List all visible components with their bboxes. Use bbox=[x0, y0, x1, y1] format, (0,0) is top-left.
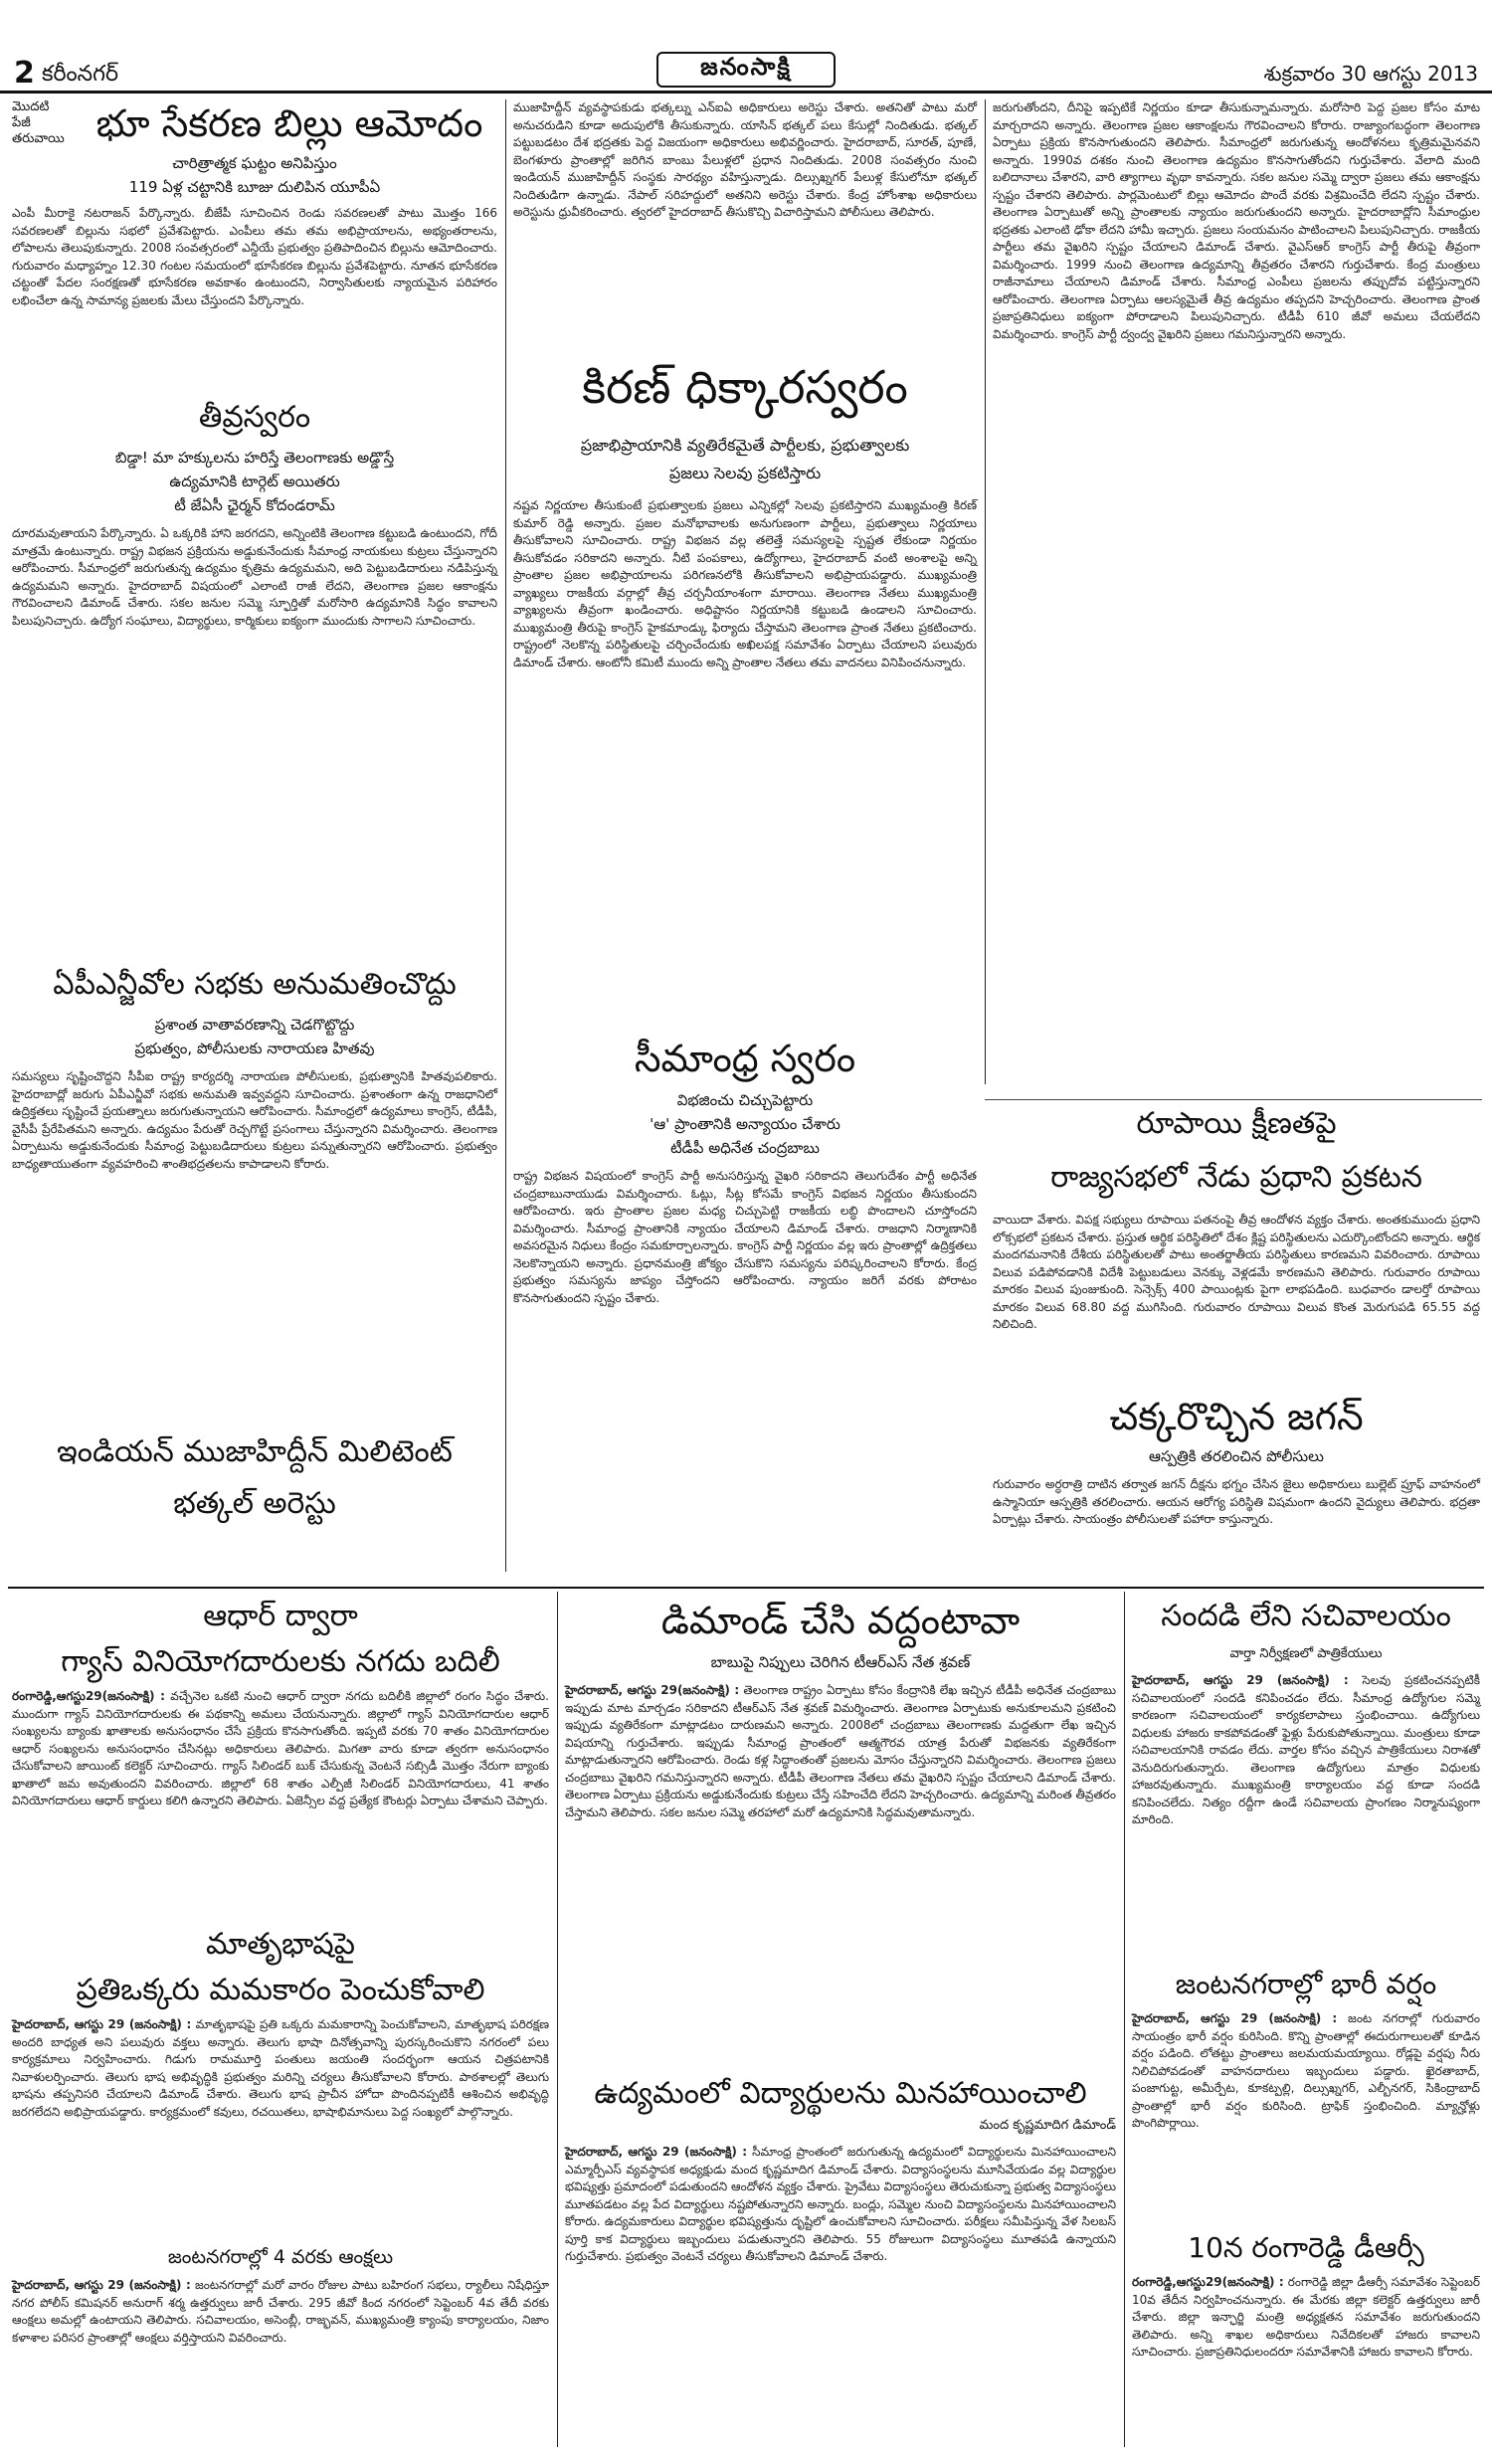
article-chandrababu bbox=[513, 1035, 977, 1572]
article-bhatkal-body bbox=[513, 99, 977, 336]
article-kodandaram bbox=[12, 398, 497, 940]
subheadline: ప్రభుత్వం, పోలీసులకు నారాయణ హితవు bbox=[134, 1040, 375, 1057]
section-divider bbox=[985, 1099, 1482, 1100]
subheadline: ప్రజాభిప్రాయానికి వ్యతిరేకమైతే పార్టీలకు, ప్రభుత్వాలకు bbox=[580, 436, 910, 455]
article-heavy-rain bbox=[1132, 1965, 1480, 2218]
article-trs-statement bbox=[993, 99, 1480, 1094]
headline: ప్రతిఒక్కరు మమకారం పెంచుకోవాలి bbox=[76, 1973, 485, 2007]
headline: భూ సేకరణ బిల్లు ఆమోదం bbox=[95, 101, 483, 145]
subheadline: వార్తా నిర్వీక్షణలో పాత్రికేయులు bbox=[1229, 1646, 1383, 1661]
dateline: హైదరాబాద్, ఆగస్టు 29 (జనంసాక్షి) : bbox=[565, 2145, 748, 2159]
dateline: రంగారెడ్డి,ఆగస్టు29(జనంసాక్షి) : bbox=[12, 1689, 165, 1703]
subheadline: 119 ఏళ్ల చట్టానికి బూజు దులిపిన యూపీఏ bbox=[128, 178, 381, 196]
dateline: హైదరాబాద్, ఆగస్టు 29 (జనంసాక్షి) : bbox=[1132, 2011, 1338, 2025]
article-body: సమస్యలు సృష్టించొద్దని సీపీఐ రాష్ట్ర కార్యదర్శి నారాయణ పోలీసులకు, ప్రభుత్వానికి హితవుపలికారు. హైదరాబాద్లో జరుగు ఏపీఎన్జీవో సభకు అనుమతి ఇవ్వవద్దని సూచించారు. ప్రశాంతంగా ఉన్న రాజధానిలో ఉద్రిక్తతలు సృష్టించే ప్రయత్నాలు జరుగుతున్నాయని ఆరోపించారు. సీమాంధ్రలో ఉద్యమాలు కాంగ్రెస్, టీడీపీ, వైసీపీ ప్రేరేపితమని అన్నారు. ఉద్యమం పేరుతో రెచ్చగొట్టే ప్రసంగాలు చేస్తున్నారని విమర్శించారు. తెలంగాణ ఏర్పాటును అడ్డుకునేందుకు సీమాంధ్ర పెట్టుబడిదారులు కుట్రలు పన్నుతున్నారని ఆరోపించారు. ప్రభుత్వం బాధ్యతాయుతంగా వ్యవహరించి శాంతిభద్రతలను కాపాడాలని కోరారు. bbox=[12, 1069, 497, 1171]
newspaper-logo: జనంసాక్షి bbox=[656, 52, 836, 88]
article-secretariat bbox=[1132, 1597, 1480, 1955]
dateline: హైదరాబాద్, ఆగస్టు 29(జనంసాక్షి) : bbox=[565, 1683, 740, 1697]
column-divider bbox=[1124, 1592, 1125, 2447]
dateline: హైదరాబాద్, ఆగస్టు 29 (జనంసాక్షి) : bbox=[1132, 1673, 1349, 1687]
article-kiran bbox=[513, 348, 977, 1005]
article-body: తెలంగాణ రాష్ట్రం ఏర్పాటు కోసం కేంద్రానికి లేఖ ఇచ్చిన టీడీపీ అధినేత చంద్రబాబు ఇప్పుడు మాట మార్చడం సరికాదని టీఆర్ఎస్ నేత శ్రవణ్ విమర్శించారు. తెలంగాణ ఏర్పాటుకు అనుకూలమని ప్రకటించి ఇప్పుడు వ్యతిరేకంగా మాట్లాడటం దారుణమని అన్నారు. 2008లో చంద్రబాబు తెలంగాణకు మద్దతుగా లేఖ ఇచ్చిన విషయాన్ని గుర్తుచేశారు. ఇప్పుడు సీమాంధ్ర ప్రాంతంలో ఆత్మగౌరవ యాత్ర పేరుతో విభజనకు వ్యతిరేకంగా మాట్లాడుతున్నారని ఆరోపించారు. రెండు కళ్ల సిద్ధాంతంతో ప్రజలను మోసం చేస్తున్నారని విమర్శించారు. తెలంగాణ ప్రజలు చంద్రబాబు వైఖరిని గమనిస్తున్నారని అన్నారు. టీడీపీ తెలంగాణ నేతలు తమ వైఖరిని స్పష్టం చేయాలని డిమాండ్ చేశారు. తెలంగాణ ఏర్పాటు ప్రక్రియను అడ్డుకునేందుకు కుట్రలు చేస్తే సహించేది లేదని హెచ్చరించారు. ఉద్యమాన్ని మరింత తీవ్రతరం చేస్తామని తెలిపారు. సకల జనుల సమ్మె తరహాలో మరో ఉద్యమానికి సిద్ధమవుతామన్నారు. bbox=[565, 1683, 1116, 1819]
article-body: గురువారం అర్ధరాత్రి దాటిన తర్వాత జగన్ దీక్షను భగ్నం చేసిన జైలు అధికారులు బుల్లెట్ ప్రూఫ్ వాహనంలో ఉస్మానియా ఆస్పత్రికి తరలించారు. ఆయన ఆరోగ్య పరిస్థితి విషమంగా ఉందని వైద్యులు తెలిపారు. భద్రతా ఏర్పాట్లు చేశారు. సాయంత్రం పోలీసులతో పహారా కాస్తున్నారు. bbox=[993, 1477, 1480, 1526]
dateline: రంగారెడ్డి,ఆగస్టు29(జనంసాక్షి) : bbox=[1132, 2275, 1284, 2289]
headline: 10న రంగారెడ్డి డీఆర్సీ bbox=[1188, 2231, 1424, 2264]
article-twin-city-restrictions bbox=[12, 2243, 549, 2447]
article-body: జంట నగరాల్లో గురువారం సాయంత్రం భారీ వర్షం కురిసింది. కొన్ని ప్రాంతాల్లో ఈదురుగాలులతో కూడిన వర్షం పడింది. లోతట్టు ప్రాంతాలు జలమయమయ్యాయి. రోడ్లపై వర్షపు నీరు నిలిచిపోవడంతో వాహనదారులు ఇబ్బందులు పడ్డారు. ఖైరతాబాద్, పంజాగుట్ట, అమీర్పేట, కూకట్పల్లి, దిల్సుఖ్నగర్, ఎల్బీనగర్, సికింద్రాబాద్ ప్రాంతాల్లో భారీ వర్షం కురిసింది. ట్రాఫిక్ స్తంభించింది. మ్యాన్హోళ్లు పొంగిపొర్లాయి. bbox=[1132, 2011, 1480, 2130]
subheadline: 'ఆ' ప్రాంతానికి అన్యాయం చేశారు bbox=[650, 1115, 840, 1133]
headline: డిమాండ్ చేసి వద్దంటావా bbox=[660, 1599, 1021, 1642]
headline: జంటనగరాల్లో భారీ వర్షం bbox=[1175, 1968, 1437, 2000]
article-body: రంగారెడ్డి జిల్లా డీఆర్సీ సమావేశం సెప్టెంబర్ 10వ తేదీన నిర్వహించనున్నారు. ఈ మేరకు జిల్లా కలెక్టర్ ఉత్తర్వులు జారీ చేశారు. జిల్లా ఇన్ఛార్జి మంత్రి అధ్యక్షతన సమావేశం జరుగుతుందని తెలిపారు. అన్ని శాఖల అధికారులు నివేదికలతో హాజరు కావాలని సూచించారు. ప్రజాప్రతినిధులందరూ సమావేశానికి హాజరు కావాలని కోరారు. bbox=[1132, 2275, 1480, 2359]
article-drc bbox=[1132, 2228, 1480, 2447]
column-divider bbox=[505, 99, 506, 1572]
column-divider bbox=[557, 1592, 558, 2447]
article-body: జరుగుతోందని, దీనిపై ఇప్పటికే నిర్ణయం కూడా తీసుకున్నామన్నారు. మరోసారి పెద్ద ప్రజల కోసం మాట మార్చరాదని అన్నారు. తెలంగాణ ప్రజల ఆకాంక్షలను గౌరవించాలని కోరారు. రాజ్యాంగబద్ధంగా తెలంగాణ ఏర్పాటు ప్రక్రియ కొనసాగుతుందని తెలిపారు. సీమాంధ్రలో జరుగుతున్న ఆందోళనలు కృత్రిమమైనవని అన్నారు. 1990వ దశకం నుంచి తెలంగాణ ఉద్యమం కొనసాగుతోందని గుర్తుచేశారు. వేలాది మంది బలిదానాలు చేశారని, వారి త్యాగాలు వృథా కావన్నారు. సకల జనుల సమ్మె ద్వారా ప్రజలు తమ ఆకాంక్షను స్పష్టం చేశారని తెలిపారు. పార్లమెంటులో బిల్లు ఆమోదం పొందే వరకు విశ్రమించేది లేదని స్పష్టం చేశారు. తెలంగాణ ఏర్పాటుతో అన్ని ప్రాంతాలకు న్యాయం జరుగుతుందని అన్నారు. హైదరాబాద్లోని సీమాంధ్రుల భద్రతకు ఎలాంటి ఢోకా లేదని హామీ ఇచ్చారు. ప్రజలు సంయమనం పాటించాలని పిలుపునిచ్చారు. రాజకీయ పార్టీలు తమ వైఖరిని స్పష్టం చేయాలని డిమాండ్ చేశారు. వైఎస్ఆర్ కాంగ్రెస్ పార్టీ తీరుపై తీవ్రంగా విమర్శించారు. 1999 నుంచి తెలంగాణ ఉద్యమాన్ని తీవ్రతరం చేశారని గుర్తుచేశారు. కేంద్ర మంత్రులు రాజీనామాలు చేయాలని డిమాండ్ చేశారు. సీమాంధ్ర ఎంపీలు ప్రజలను తప్పుదోవ పట్టిస్తున్నారని ఆరోపించారు. తెలంగాణ ఏర్పాటు ఆలస్యమైతే తీవ్ర ఉద్యమం తప్పదని హెచ్చరించారు. తెలంగాణ ప్రాంత ప్రజాప్రతినిధులు ఐక్యంగా పోరాడాలని పిలుపునిచ్చారు. టీడీపీ 610 జీవో అమలు చేయలేదని విమర్శించారు. కాంగ్రెస్ పార్టీ ద్వంద్వ వైఖరిని ప్రజలు గమనిస్తున్నారని అన్నారు. bbox=[993, 100, 1480, 341]
headline: చక్కరొచ్చిన జగన్ bbox=[1109, 1395, 1364, 1438]
subheadline: టీడీపీ అధినేత చంద్రబాబు bbox=[670, 1139, 820, 1157]
subheadline: ప్రశాంత వాతావరణాన్ని చెడగొట్టొద్దు bbox=[154, 1016, 355, 1034]
article-aadhaar-gas bbox=[12, 1597, 549, 1910]
article-jagan bbox=[993, 1393, 1480, 1572]
headline: గ్యాస్ వినియోగదారులకు నగదు బదిలీ bbox=[61, 1644, 500, 1679]
article-land-acquisition bbox=[12, 99, 497, 398]
headline: జంటనగరాల్లో 4 వరకు ఆంక్షలు bbox=[167, 2246, 394, 2268]
bottom-section-divider bbox=[8, 1587, 1484, 1589]
subheadline: ఆస్పత్రికి తరలించిన పోలీసులు bbox=[1149, 1447, 1324, 1465]
article-apngo bbox=[12, 965, 497, 1422]
subheadline: చారిత్రాత్మక ఘట్టం అనిపిస్తుం bbox=[172, 154, 337, 172]
headline: మాతృభాషపై bbox=[205, 1927, 356, 1962]
article-body: మాతృభాషపై ప్రతి ఒక్కరు మమకారాన్ని పెంచుకోవాలని, మాతృభాష పరిరక్షణ అందరి బాధ్యత అని పలువురు వక్తలు అన్నారు. తెలుగు భాషా దినోత్సవాన్ని పురస్కరించుకొని నగరంలో పలు కార్యక్రమాలు నిర్వహించారు. గిడుగు రామమూర్తి పంతులు జయంతి సందర్భంగా ఆయన చిత్రపటానికి నివాళులర్పించారు. తెలుగు భాష అభివృద్ధికి ప్రభుత్వం మరిన్ని చర్యలు తీసుకోవాలని కోరారు. పాఠశాలల్లో తెలుగు భాషను తప్పనిసరి చేయాలని డిమాండ్ చేశారు. తెలుగు భాష ప్రాచీన హోదా పొందినప్పటికీ ఆశించిన అభివృద్ధి జరగలేదని అభిప్రాయపడ్డారు. కార్యక్రమంలో కవులు, రచయితలు, భాషాభిమానులు పెద్ద సంఖ్యలో పాల్గొన్నారు. bbox=[12, 2017, 549, 2119]
headline: సందడి లేని సచివాలయం bbox=[1161, 1599, 1451, 1633]
headline: సీమాంధ్ర స్వరం bbox=[634, 1037, 856, 1080]
article-body: సీమాంధ్ర ప్రాంతంలో జరుగుతున్న ఉద్యమంలో విద్యార్థులను మినహాయించాలని ఎమ్మార్పీఎస్ వ్యవస్థాపక అధ్యక్షుడు మంద కృష్ణమాదిగ డిమాండ్ చేశారు. విద్యాసంస్థలను మూసివేయడం వల్ల విద్యార్థుల భవిష్యత్తు ప్రమాదంలో పడుతుందని ఆందోళన వ్యక్తం చేశారు. ప్రైవేటు విద్యాసంస్థలు తెరుచుకున్నా ప్రభుత్వ విద్యాసంస్థలు మూతపడటం వల్ల పేద విద్యార్థులు నష్టపోతున్నారని అన్నారు. బంద్లు, సమ్మెల నుంచి విద్యాసంస్థలను మినహాయించాలని కోరారు. ఉద్యమకారులు విద్యార్థుల భవిష్యత్తును దృష్టిలో ఉంచుకోవాలని సూచించారు. పరీక్షలు సమీపిస్తున్న వేళ సిలబస్ పూర్తి కాక విద్యార్థులు ఇబ్బందులు పడుతున్నారని తెలిపారు. 55 రోజులుగా విద్యాసంస్థలు మూతపడి ఉన్నాయని గుర్తుచేశారు. ప్రభుత్వం వెంటనే చర్యలు తీసుకోవాలని డిమాండ్ చేశారు. bbox=[565, 2145, 1117, 2263]
subheadline: టీ జేఏసీ ఛైర్మన్ కోదండరామ్ bbox=[174, 496, 335, 514]
article-students bbox=[565, 2074, 1116, 2447]
page-number: 2 bbox=[14, 56, 35, 91]
issue-date: శుక్రవారం 30 ఆగస్టు 2013 bbox=[1263, 62, 1478, 86]
article-sravan bbox=[565, 1597, 1116, 2064]
column-divider bbox=[985, 99, 986, 1084]
headline: భత్కల్ అరెస్టు bbox=[173, 1486, 336, 1521]
continued-kicker: మొదటి పేజీ తరువాయి bbox=[12, 99, 65, 146]
article-body: దూరమవుతాయని పేర్కొన్నారు. ఏ ఒక్కరికి హాని జరగదని, అన్నింటికి తెలంగాణ కట్టుబడి ఉంటుందని, గోదీ మాత్రమే ఉంటున్నారు. రాష్ట్ర విభజన ప్రక్రియను అడ్డుకునేందుకు సీమాంధ్ర నాయకులు కుట్రలు చేస్తున్నారని ఆరోపించారు. సీమాంధ్రలో జరుగుతున్న ఉద్యమం కృత్రిమ ఉద్యమమని, అది పెట్టుబడిదారులు నడిపిస్తున్న ఉద్యమమని అన్నారు. హైదరాబాద్ విషయంలో ఎలాంటి రాజీ లేదని, తెలంగాణ ప్రజల ఆకాంక్షను గౌరవించాలని డిమాండ్ చేశారు. సకల జనుల సమ్మె స్ఫూర్తితో మరోసారి ఉద్యమానికి సిద్ధం కావాలని పిలుపునిచ్చారు. ఉద్యోగ సంఘాలు, విద్యార్థులు, కార్మికులు ఐక్యంగా ముందుకు సాగాలని సూచించారు. bbox=[12, 526, 497, 628]
headline: ఉద్యమంలో విద్యార్థులను మినహాయించాలి bbox=[594, 2076, 1087, 2111]
subheadline: మంద కృష్ణమాదిగ డిమాండ్ bbox=[979, 2118, 1116, 2133]
headline: ఏపీఎన్జీవోల సభకు అనుమతించొద్దు bbox=[53, 967, 457, 1002]
subheadline: బిడ్డా! మా హక్కులను హరిస్తే తెలంగాణకు అడ్డొస్తే bbox=[114, 449, 395, 467]
headline: ఇండియన్ ముజాహిద్దీన్ మిలిటెంట్ bbox=[57, 1434, 453, 1469]
headline: రాజ్యసభలో నేడు ప్రధాని ప్రకటన bbox=[1050, 1160, 1422, 1195]
headline: రూపాయి క్షీణతపై bbox=[1136, 1106, 1337, 1141]
masthead bbox=[0, 0, 1492, 94]
article-mother-tongue bbox=[12, 1925, 549, 2233]
subheadline: బాబుపై నిప్పులు చెరిగిన టీఆర్ఎస్ నేత శ్రవణ్ bbox=[710, 1653, 971, 1671]
headline: కిరణ్ ధిక్కారస్వరం bbox=[582, 360, 908, 414]
dateline: హైదరాబాద్, ఆగస్టు 29 (జనంసాక్షి) : bbox=[12, 2278, 191, 2292]
subheadline: ప్రజలు సెలవు ప్రకటిస్తారు bbox=[668, 464, 822, 482]
headline: ఆధార్ ద్వారా bbox=[203, 1599, 358, 1633]
article-body: రాష్ట్ర విభజన విషయంలో కాంగ్రెస్ పార్టీ అనుసరిస్తున్న వైఖరి సరికాదని తెలుగుదేశం పార్టీ అధినేత చంద్రబాబునాయుడు విమర్శించారు. ఓట్లు, సీట్ల కోసమే కాంగ్రెస్ విభజన నిర్ణయం తీసుకుందని ఆరోపించారు. ఇరు ప్రాంతాల ప్రజల మధ్య చిచ్చుపెట్టి రాజకీయ లబ్ధి పొందాలని చూస్తోందని విమర్శించారు. సీమాంధ్ర ప్రాంతానికి న్యాయం చేయాలని డిమాండ్ చేశారు. రాజధాని నిర్మాణానికి అవసరమైన నిధులు కేంద్రం సమకూర్చాలన్నారు. కాంగ్రెస్ పార్టీ నిర్ణయం వల్ల ఇరు ప్రాంతాల్లో ఉద్రిక్తతలు నెలకొన్నాయని అన్నారు. ప్రధానమంత్రి జోక్యం చేసుకొని సమస్యను పరిష్కరించాలని కోరారు. కేంద్ర ప్రభుత్వం సమస్యను జాప్యం చేస్తోందని ఆరోపించారు. న్యాయం జరిగే వరకు పోరాటం కొనసాగుతుందని స్పష్టం చేశారు. bbox=[513, 1169, 977, 1305]
subheadline: ఉద్యమానికి టార్గెట్ అయితరు bbox=[169, 473, 340, 490]
edition-name: కరీంనగర్ bbox=[42, 62, 119, 87]
article-body: సెలవు ప్రకటించనప్పటికీ సచివాలయంలో సందడి కనిపించడం లేదు. సీమాంధ్ర ఉద్యోగుల సమ్మె కారణంగా సచివాలయంలో కార్యకలాపాలు స్తంభించాయి. ఉద్యోగులు విధులకు హాజరు కాకపోవడంతో ఫైళ్లు పేరుకుపోతున్నాయి. మంత్రులు కూడా సచివాలయానికి రావడం లేదు. వార్తల కోసం వచ్చిన పాత్రికేయులు నిరాశతో వెనుదిరుగుతున్నారు. తెలంగాణ ఉద్యోగులు మాత్రం విధులకు హాజరవుతున్నారు. ముఖ్యమంత్రి కార్యాలయం వద్ద కూడా సందడి కనిపించలేదు. నిత్యం రద్దీగా ఉండే సచివాలయ ప్రాంగణం నిర్మానుష్యంగా మారింది. bbox=[1132, 1673, 1480, 1826]
article-bhatkal-headline bbox=[12, 1432, 497, 1572]
article-rupee bbox=[993, 1104, 1480, 1331]
article-body: వాయిదా వేశారు. విపక్ష సభ్యులు రూపాయి పతనంపై తీవ్ర ఆందోళన వ్యక్తం చేశారు. అంతకుముందు ప్రధాని లోక్సభలో ప్రకటన చేశారు. ప్రస్తుత ఆర్థిక పరిస్థితిలో దేశం క్లిష్ట పరిస్థితులను ఎదుర్కొంటోందని అన్నారు. ఆర్థిక మందగమనానికి దేశీయ పరిస్థితులతో పాటు అంతర్జాతీయ పరిస్థితులు కారణమని వివరించారు. రూపాయి విలువ పడిపోవడానికి విదేశీ పెట్టుబడులు వెనక్కు వెళ్లడమే కారణమని తెలిపారు. గురువారం రూపాయి మారకం విలువ పుంజుకుంది. సెన్సెక్స్ 400 పాయింట్లకు పైగా లాభపడింది. బుధవారం డాలర్తో రూపాయి మారకం విలువ 68.80 వద్ద ముగిసింది. గురువారం రూపాయి విలువ కొంత మెరుగుపడి 65.55 వద్ద నిలిచింది. bbox=[993, 1213, 1480, 1331]
article-body: ముజాహిద్దీన్ వ్యవస్థాపకుడు భత్కల్ను ఎన్ఐఏ అధికారులు అరెస్టు చేశారు. అతనితో పాటు మరో అనుచరుడిని కూడా అదుపులోకి తీసుకున్నారు. యాసిన్ భత్కల్ పలు కేసుల్లో నిందితుడు. భత్కల్ పట్టుబడటం దేశ భద్రతకు పెద్ద విజయంగా అధికారులు అభివర్ణించారు. హైదరాబాద్, సూరత్, పూణే, బెంగళూరు ప్రాంతాల్లో జరిగిన బాంబు పేలుళ్లలో ప్రధాన నిందితుడు. 2008 సంవత్సరం నుంచి ఇండియన్ ముజాహిద్దీన్ సంస్థకు సారథ్యం వహిస్తున్నాడు. దిల్సుఖ్నగర్ పేలుళ్ల కేసులోనూ భత్కల్ నిందితుడిగా ఉన్నాడు. నేపాల్ సరిహద్దులో అతనిని అరెస్టు చేశారు. కేంద్ర హోంశాఖ అధికారులు అరెస్టును ధ్రువీకరించారు. త్వరలో హైదరాబాద్ తీసుకొచ్చి విచారిస్తామని పోలీసులు తెలిపారు. bbox=[513, 100, 977, 219]
article-body: వచ్చేనెల ఒకటి నుంచి ఆధార్ ద్వారా నగదు బదిలీకి జిల్లాలో రంగం సిద్ధం చేశారు. ముందుగా గ్యాస్ వినియోగదారులకు ఈ పథకాన్ని అమలు చేయనున్నారు. జిల్లాలో గ్యాస్ వినియోగదారుల ఆధార్ సంఖ్యలను బ్యాంకు ఖాతాలకు అనుసంధానం చేసే ప్రక్రియ కొనసాగుతోంది. ఇప్పటి వరకు 70 శాతం వినియోగదారుల ఆధార్ సంఖ్యలను అనుసంధానం చేసినట్లు అధికారులు తెలిపారు. మిగతా వారు కూడా త్వరగా అనుసంధానం చేసుకోవాలని జాయింట్ కలెక్టర్ సూచించారు. గ్యాస్ సిలిండర్ బుక్ చేసుకున్న వెంటనే సబ్సిడీ మొత్తం నేరుగా బ్యాంకు ఖాతాలో జమ అవుతుందని వివరించారు. జిల్లాలో 68 శాతం ఎల్పీజీ సిలిండర్ వినియోగదారులు, 41 శాతం వినియోగదారులు ఆధార్ కార్డులు కలిగి ఉన్నారని తెలిపారు. ఏజెన్సీల వద్ద ప్రత్యేక కౌంటర్లు ఏర్పాటు చేశామని చెప్పారు. bbox=[12, 1689, 549, 1807]
subheadline: విభజించు చిచ్చుపెట్టారు bbox=[676, 1091, 814, 1109]
dateline: హైదరాబాద్, ఆగస్టు 29 (జనంసాక్షి) : bbox=[12, 2017, 192, 2031]
article-body: ఎంపీ మీరాకై నటరాజన్ పేర్కొన్నారు. బీజేపీ సూచించిన రెండు సవరణలతో పాటు మొత్తం 166 సవరణలతో బిల్లును సభలో ప్రవేశపెట్టారు. ఎంపీలు తమ తమ అభిప్రాయాలను, అభ్యంతరాలను, లోపాలను తెలుపుకున్నారు. 2008 సంవత్సరంలో ఎన్డీయే ప్రభుత్వం ప్రతిపాదించిన బిల్లును ఆమోదించారు. గురువారం మధ్యాహ్నం 12.30 గంటల సమయంలో భూసేకరణ బిల్లును ప్రవేశపెట్టారు. నూతన భూసేకరణ చట్టంతో పేదల సంరక్షణతో భూసేకరణ అవకాశం ఉంటుందని, నిర్వాసితులకు న్యాయమైన పరిహారం లభించేలా ఉన్న సామాన్య ప్రజలకు మేలు చేస్తుందని పేర్కొన్నారు. bbox=[12, 206, 497, 307]
article-body: నష్టవ నిర్ణయాల తీసుకుంటే ప్రభుత్వాలకు ప్రజలు ఎన్నికల్లో సెలవు ప్రకటిస్తారని ముఖ్యమంత్రి కిరణ్ కుమార్ రెడ్డి అన్నారు. ప్రజల మనోభావాలకు అనుగుణంగా పార్టీలు, ప్రభుత్వాలు నిర్ణయాలు తీసుకోవాలని సూచించారు. రాష్ట్ర విభజన వల్ల తలెత్తే సమస్యలపై స్పష్టత లేకుండా నిర్ణయం తీసుకోవడం సరికాదని అన్నారు. నీటి పంపకాలు, ఉద్యోగాలు, హైదరాబాద్ వంటి అంశాలపై అన్ని ప్రాంతాల ప్రజల అభిప్రాయాలను పరిగణనలోకి తీసుకోవాలని అభిప్రాయపడ్డారు. ముఖ్యమంత్రి వ్యాఖ్యలు రాజకీయ వర్గాల్లో తీవ్ర చర్చనీయాంశంగా మారాయి. తెలంగాణ నేతలు ముఖ్యమంత్రి వ్యాఖ్యలను తీవ్రంగా ఖండించారు. అధిష్టానం నిర్ణయానికి కట్టుబడి ఉండాలని సూచించారు. ముఖ్యమంత్రి తీరుపై కాంగ్రెస్ హైకమాండ్కు ఫిర్యాదు చేస్తామని తెలంగాణ ప్రాంత నేతలు ప్రకటించారు. రాష్ట్రంలో నెలకొన్న పరిస్థితులపై చర్చించేందుకు అఖిలపక్ష సమావేశం ఏర్పాటు చేయాలని పలువురు డిమాండ్ చేశారు. ఆంటోనీ కమిటీ ముందు అన్ని ప్రాంతాల నేతలు తమ వాదనలు వినిపించనున్నారు. bbox=[513, 498, 977, 669]
headline: తీవ్రస్వరం bbox=[198, 400, 311, 435]
article-body: జంటనగరాల్లో మరో వారం రోజుల పాటు బహిరంగ సభలు, ర్యాలీలు నిషేధిస్తూ నగర పోలీస్ కమిషనర్ అనురాగ్ శర్మ ఉత్తర్వులు జారీ చేశారు. 295 జీవో కింద నగరంలో సెప్టెంబర్ 4వ తేదీ వరకు ఆంక్షలు అమల్లో ఉంటాయని తెలిపారు. సచివాలయం, అసెంబ్లీ, రాజ్భవన్, ముఖ్యమంత్రి క్యాంపు కార్యాలయం, నిజాం కళాశాల పరిసర ప్రాంతాల్లో ఆంక్షలు వర్తిస్తాయని వివరించారు. bbox=[12, 2278, 549, 2345]
